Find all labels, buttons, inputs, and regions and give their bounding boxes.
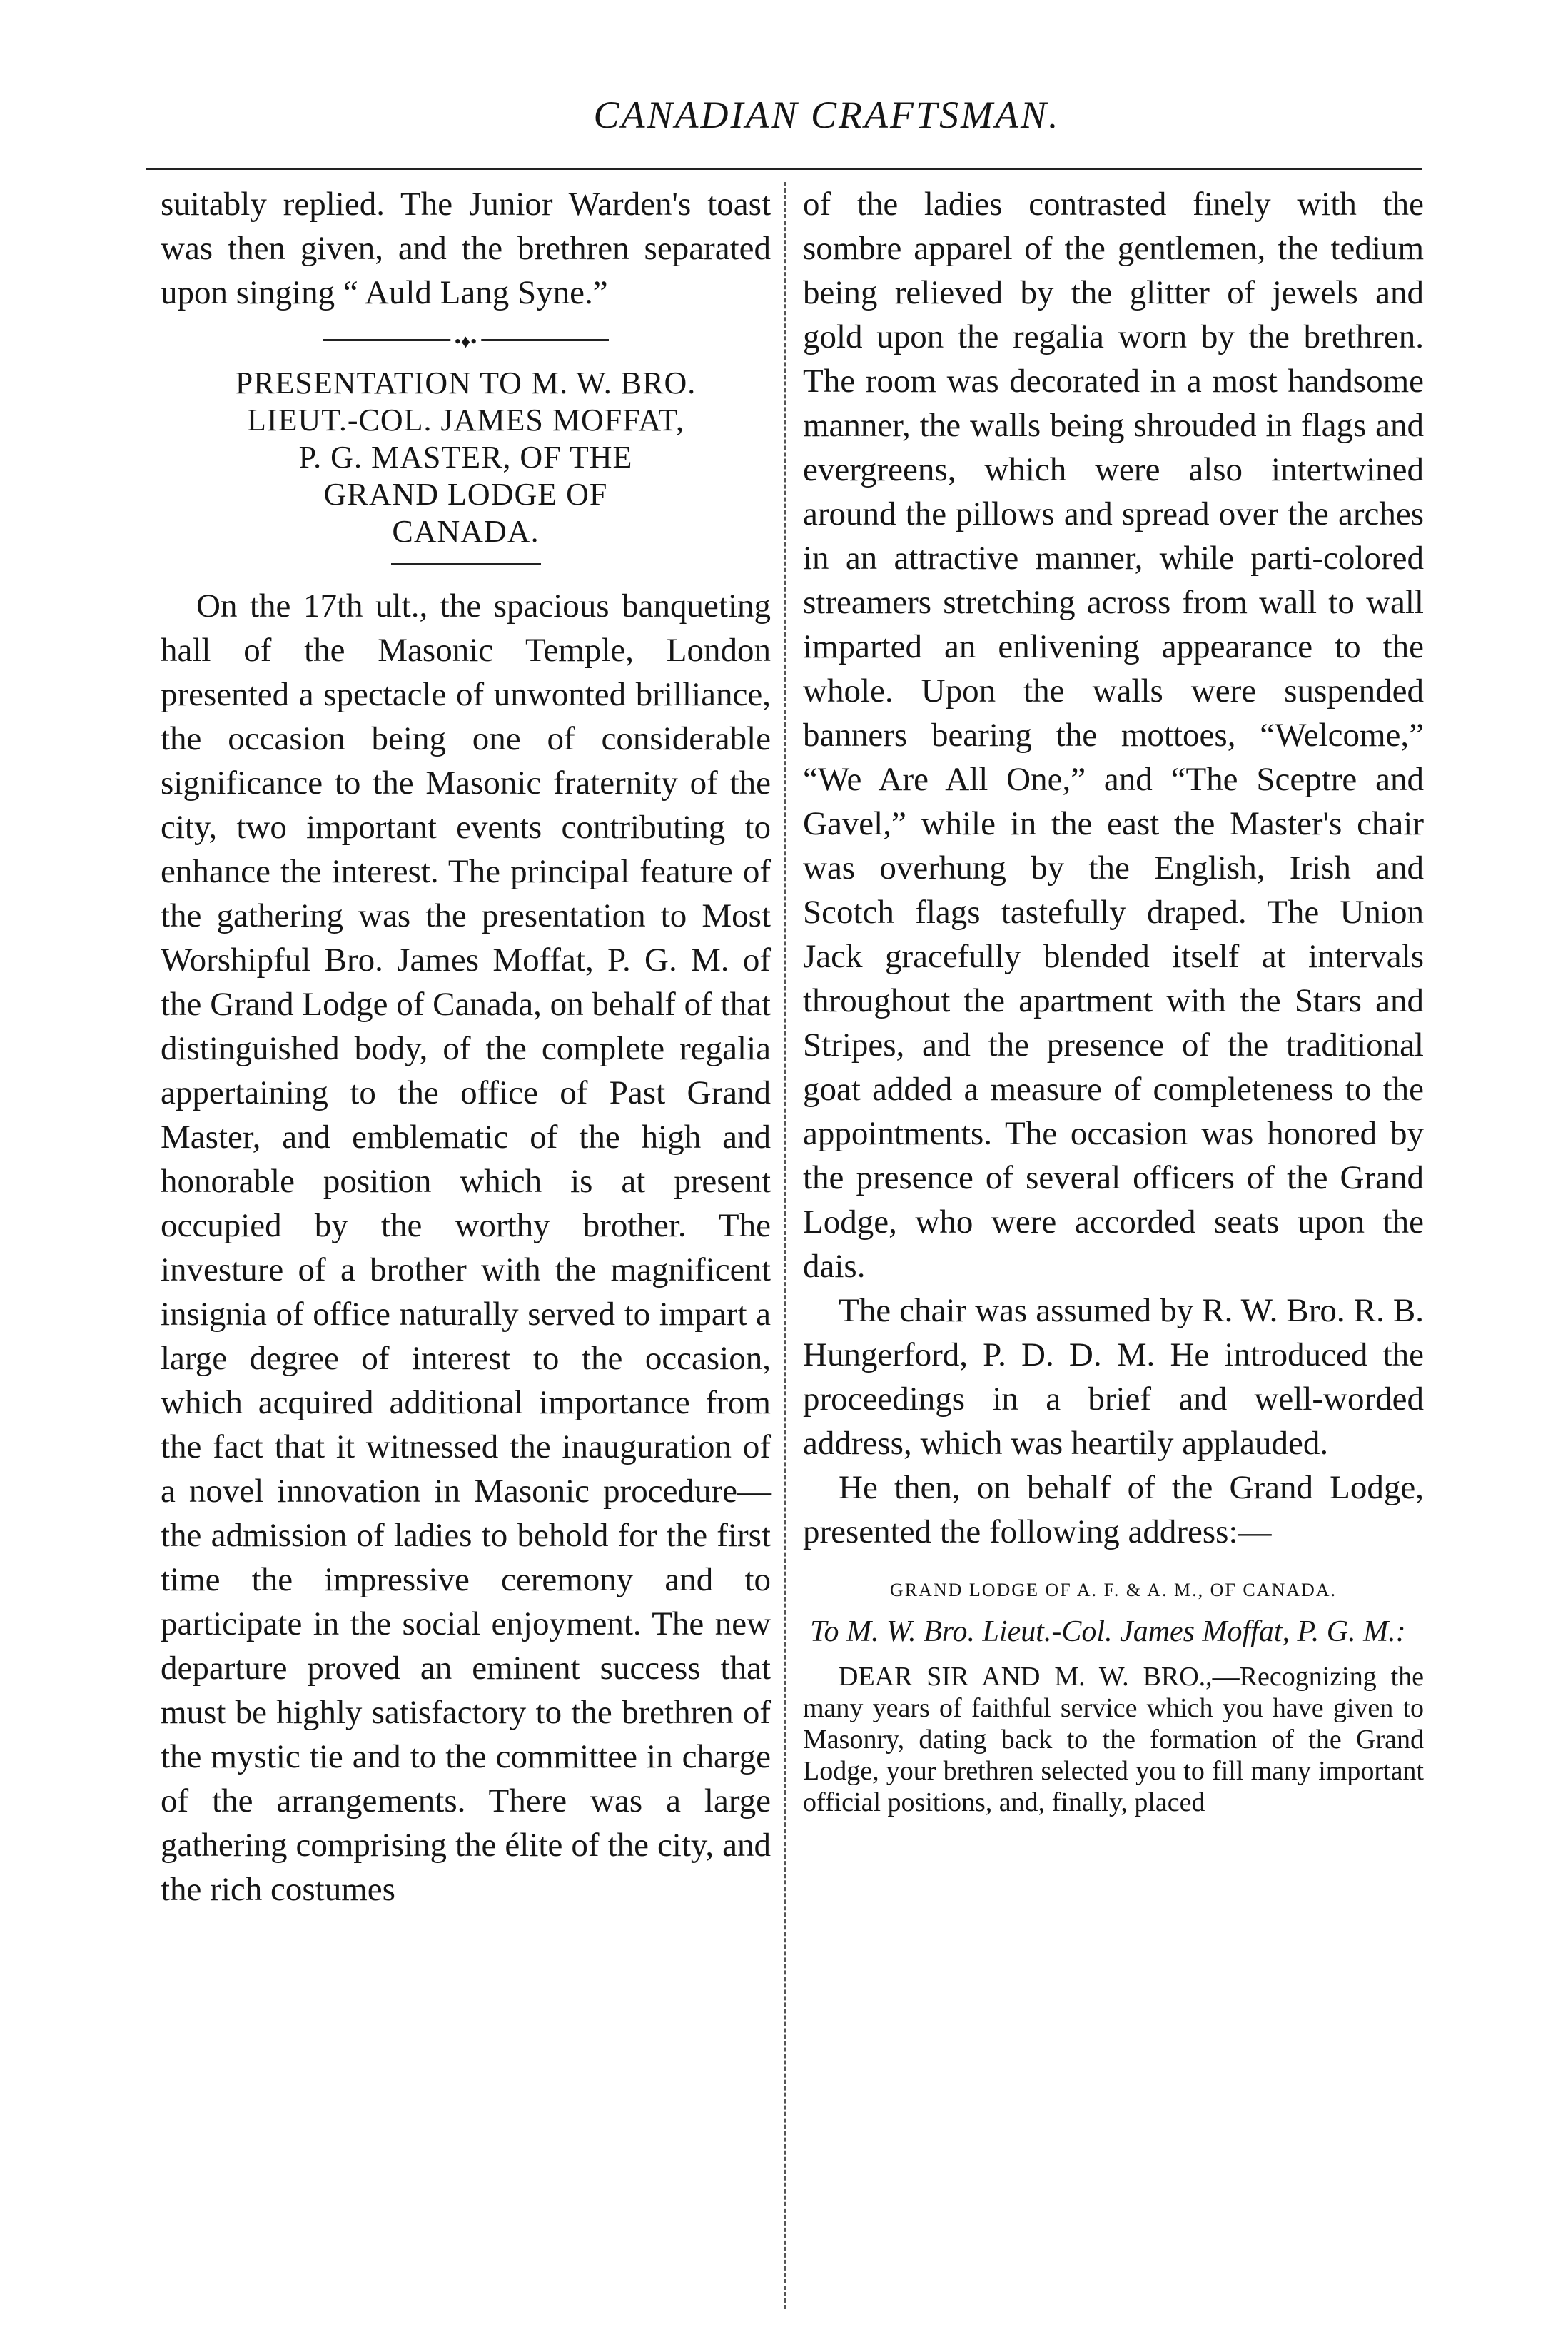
left-column [161, 182, 771, 1912]
headline-line-3: P. G. MASTER, OF THE [298, 440, 633, 475]
section-ornament [161, 328, 771, 352]
right-paragraph-2: The chair was assumed by R. W. Bro. R. B. Hungerford, P. D. D. M. He introduced the proceedings in a brief and well-worded address, which was heartily applauded. [803, 1292, 1424, 1462]
header-rule [146, 168, 1422, 170]
running-head: CANADIAN CRAFTSMAN. [593, 94, 1061, 136]
address-heading: GRAND LODGE OF A. F. & A. M., OF CANADA. [889, 1580, 1337, 1600]
address-salutation: To M. W. Bro. Lieut.-Col. James Moffat, P. G. M.: [810, 1615, 1406, 1648]
right-column [803, 182, 1424, 1818]
ornament-glyph: •♦• [450, 331, 481, 353]
headline-rule [391, 563, 541, 565]
column-divider [784, 182, 786, 2309]
headline-line-1: PRESENTATION TO M. W. BRO. [235, 365, 697, 400]
headline-line-5: CANADA. [392, 514, 540, 549]
left-paragraph-2: On the 17th ult., the spacious banqueting hall of the Masonic Temple, London presented a spectacle of unwonted brilliance, the occasion being one of considerable significance to the Masonic fraternity of the city, two important events contributing to enhance the interest. The principal feature of the gathering was the presentation to Most Worshipful Bro. James Moffat, P. G. M. of the Grand Lodge of Canada, on behalf of that distinguished body, of the complete regalia appertaining to the office of Past Grand Master, and emblematic of the high and honorable position which is at present occupied by the worthy brother. The investure of a brother with the magnificent insignia of office naturally served to impart a large degree of interest to the occasion, which acquired additional importance from the fact that it witnessed the inauguration of a novel innovation in Masonic procedure—the admission of ladies to behold for the first time the impressive ceremony and to participate in the social enjoyment. The new departure proved an eminent success that must be highly satisfactory to the brethren of the mystic tie and to the committee in charge of the arrangements. There was a large gathering comprising the élite of the city, and the rich costumes [161, 587, 771, 1908]
headline-line-4: GRAND LODGE OF [323, 477, 608, 512]
ornament-rule [323, 330, 609, 352]
address-text: DEAR SIR AND M. W. BRO.,—Recognizing the many years of faithful service which you have given to Masonry, dating back to the formation of the Grand Lodge, your brethren selected you to fill many important official positions, and, finally, placed [803, 1662, 1424, 1817]
article-headline [161, 365, 771, 550]
right-paragraph-3: He then, on behalf of the Grand Lodge, presented the following address:— [803, 1469, 1424, 1550]
right-paragraph-1: of the ladies contrasted finely with the sombre apparel of the gentlemen, the tedium being relieved by the glitter of jewels and gold upon the regalia worn by the brethren. The room was decorated in a most handsome manner, the walls being shrouded in flags and evergreens, which were also intertwined around the pillows and spread over the arches in an attractive manner, while parti-colored streamers stretching across from wall to wall imparted an enlivening appearance to the whole. Upon the walls were suspended banners bearing the mottoes, “Welcome,” “We Are All One,” and “The Sceptre and Gavel,” while in the east the Master's chair was overhung by the English, Irish and Scotch flags tastefully draped. The Union Jack gracefully blended itself at intervals throughout the apartment with the Stars and Stripes, and the presence of the traditional goat added a measure of completeness to the appointments. The occasion was honored by the presence of several officers of the Grand Lodge, who were accorded seats upon the dais. [803, 186, 1424, 1285]
left-paragraph-1: suitably replied. The Junior Warden's toast was then given, and the brethren separated upon singing “ Auld Lang Syne.” [161, 186, 771, 311]
headline-line-2: LIEUT.-COL. JAMES MOFFAT, [247, 403, 684, 438]
